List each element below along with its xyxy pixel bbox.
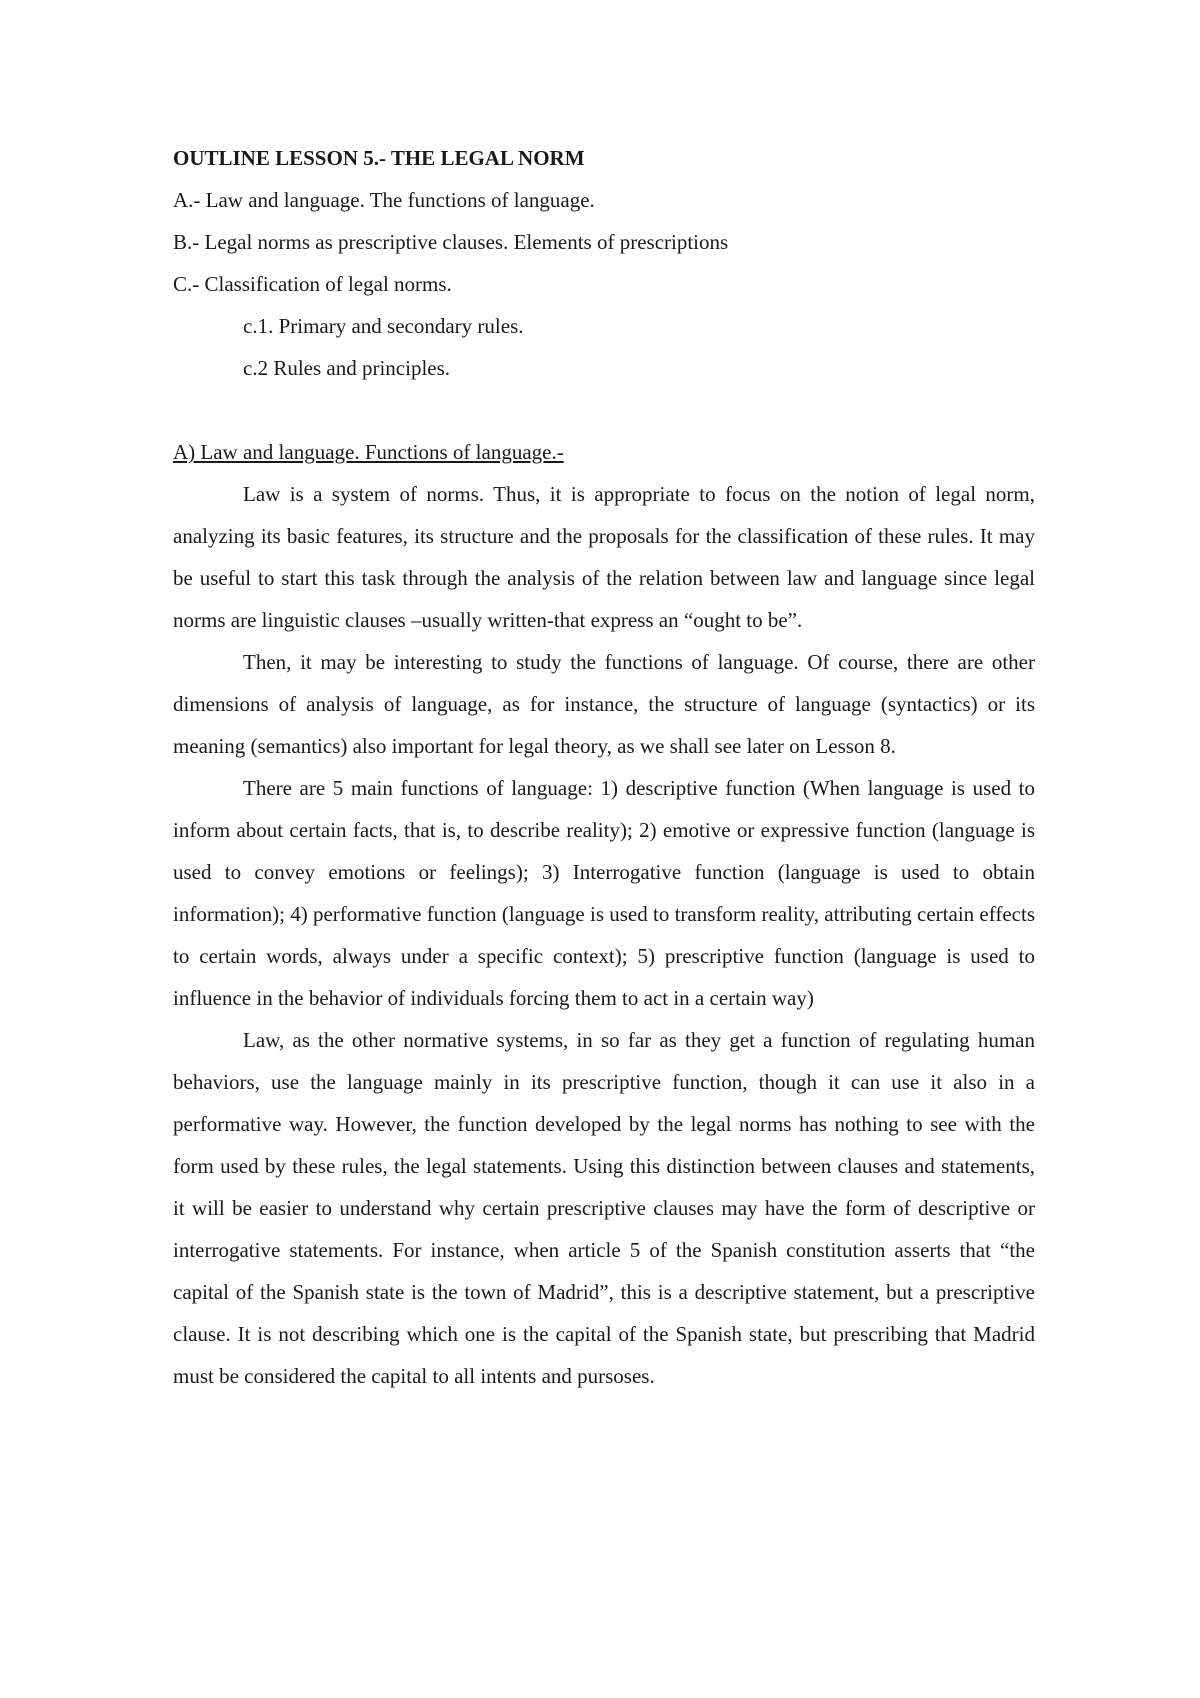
outline-item-a: A.- Law and language. The functions of language. xyxy=(173,188,595,212)
outline-subitem-c1: c.1. Primary and secondary rules. xyxy=(243,314,524,338)
paragraph-2: Then, it may be interesting to study the functions of language. Of course, there are other dimensions of analysis of language, as for instance, the structure of language (syntactics) or its meaning (semantics) also important for legal theory, as we shall see later on Lesson 8. xyxy=(173,650,1035,758)
document-page xyxy=(173,137,1035,1397)
blank-line xyxy=(173,389,1035,431)
outline-item-c: C.- Classification of legal norms. xyxy=(173,272,452,296)
outline-subitem-c2: c.2 Rules and principles. xyxy=(243,356,451,380)
outline-item-b: B.- Legal norms as prescriptive clauses. Elements of prescriptions xyxy=(173,230,729,254)
paragraph-1: Law is a system of norms. Thus, it is appropriate to focus on the notion of legal norm, analyzing its basic features, its structure and the proposals for the classification of these rules. It may be useful to start this task through the analysis of the relation between law and language since legal norms are linguistic clauses –usually written-that express an “ought to be”. xyxy=(173,482,1035,632)
paragraph-4: Law, as the other normative systems, in so far as they get a function of regulating human behaviors, use the language mainly in its prescriptive function, though it can use it also in a performative way. However, the function developed by the legal norms has nothing to see with the form used by these rules, the legal statements. Using this distinction between clauses and statements, it will be easier to understand why certain prescriptive clauses may have the form of descriptive or interrogative statements. For instance, when article 5 of the Spanish constitution asserts that “the capital of the Spanish state is the town of Madrid”, this is a descriptive statement, but a prescriptive clause. It is not describing which one is the capital of the Spanish state, but prescribing that Madrid must be considered the capital to all intents and pursoses. xyxy=(173,1028,1035,1388)
document-title: OUTLINE LESSON 5.- THE LEGAL NORM xyxy=(173,146,585,170)
paragraph-3: There are 5 main functions of language: 1) descriptive function (When language is used to inform about certain facts, that is, to describe reality); 2) emotive or expressive function (language is used to convey emotions or feelings); 3) Interrogative function (language is used to obtain information); 4) performative function (language is used to transform reality, attributing certain effects to certain words, always under a specific context); 5) prescriptive function (language is used to influence in the behavior of individuals forcing them to act in a certain way) xyxy=(173,776,1035,1010)
section-a-heading: A) Law and language. Functions of language.- xyxy=(173,440,564,464)
